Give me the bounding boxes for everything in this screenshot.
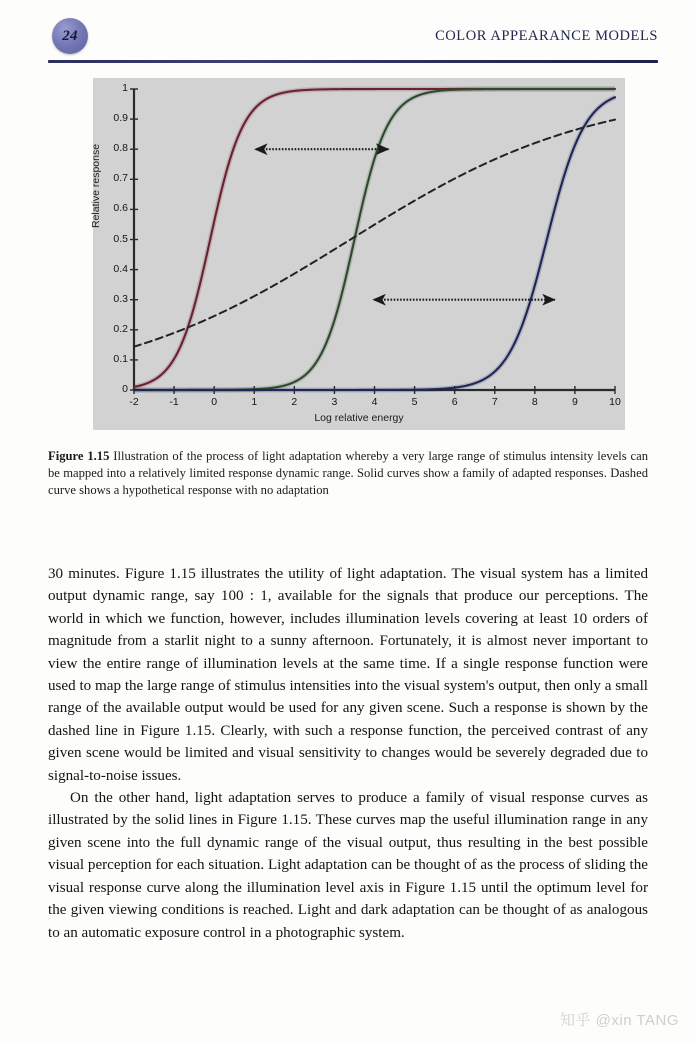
- page-number-label: 24: [62, 27, 78, 44]
- y-tick-label: 0.6: [113, 202, 128, 215]
- x-tick-label: 4: [371, 396, 378, 408]
- x-tick-label: 7: [491, 396, 498, 408]
- body-copy: [48, 563, 648, 944]
- curve-halo-1: [134, 89, 615, 390]
- running-title: COLOR APPEARANCE MODELS: [435, 28, 658, 44]
- x-tick-label: 5: [411, 396, 418, 408]
- response-curves-chart: [93, 78, 625, 430]
- x-tick-label: 8: [531, 396, 538, 408]
- figure-caption-label: Figure 1.15: [48, 449, 110, 463]
- watermark: 知乎 @xin TANG: [559, 1012, 679, 1029]
- x-tick-label: 0: [211, 396, 218, 408]
- x-tick-label: 3: [331, 396, 338, 408]
- page-header: [0, 0, 695, 66]
- y-tick-label: 0.5: [113, 232, 128, 245]
- y-tick-label: 1: [122, 82, 128, 94]
- x-tick-label: -1: [169, 396, 179, 408]
- x-tick-label: 2: [291, 396, 298, 408]
- y-tick-label: 0.8: [113, 142, 128, 155]
- x-tick-label: 10: [609, 396, 621, 408]
- x-tick-label: 9: [571, 396, 578, 408]
- figure-caption-text: Illustration of the process of light adaptation whereby a very large range of stimulus intensity levels can be mapped into a relatively limited response dynamic range. Solid curves show a family of adapted responses. Dashed curve shows a hypothetical response with no adaptation: [48, 449, 648, 498]
- y-tick-label: 0.2: [113, 322, 128, 335]
- x-tick-label: 1: [251, 396, 258, 408]
- paragraph-2: On the other hand, light adaptation serves to produce a family of visual response curves as illustrated by the solid lines in Figure 1.15. These curves map the useful illumination range in any given scene into the full dynamic range of the visual output, thus resulting in the best possible visual perception for each situation. Light adaptation can be thought of as the process of sliding the visual response curve along the illumination level axis in Figure 1.15 until the optimum level for the given viewing conditions is reached. Light and dark adaptation can be thought of as analogous to an automatic exposure control in a photographic system.: [48, 790, 648, 941]
- y-tick-label: 0: [122, 383, 128, 395]
- y-tick-label: 0.9: [113, 112, 128, 125]
- curve-halo-0: [134, 89, 615, 387]
- curve-2: [134, 97, 615, 390]
- y-tick-label: 0.1: [113, 352, 128, 365]
- chart-canvas: [93, 78, 625, 430]
- page-number-badge: [52, 18, 88, 54]
- curve-0: [134, 89, 615, 387]
- header-divider: [48, 60, 658, 63]
- curve-1: [134, 89, 615, 390]
- x-axis-title: Log relative energy: [314, 412, 404, 424]
- x-tick-label: -2: [129, 396, 139, 408]
- y-tick-label: 0.3: [113, 292, 128, 305]
- y-tick-label: 0.7: [113, 172, 128, 185]
- figure-caption: [48, 448, 648, 500]
- x-tick-label: 6: [451, 396, 458, 408]
- y-axis-title: Relative response: [90, 143, 102, 228]
- y-tick-label: 0.4: [113, 262, 128, 275]
- paragraph-1: 30 minutes. Figure 1.15 illustrates the utility of light adaptation. The visual system has a limited output dynamic range, say 100 : 1, available for the signals that produce our perceptions. The world in which we function, however, includes illumination levels covering at least 10 orders of magnitude from a starlit night to a sunny afternoon. Fortunately, it is almost never important to view the entire range of illumination levels at the same time. If a single response function were used to map the large range of stimulus intensities into the visual system's output, then only a small range of the available output would be used for any given scene. Such a response is shown by the dashed line in Figure 1.15. Clearly, with such a response function, the perceived contrast of any given scene would be limited and visual sensitivity to changes would be severely degraded due to signal-to-noise issues.: [48, 566, 648, 784]
- curve-halo-2: [134, 97, 615, 390]
- figure-1-15: [90, 78, 625, 430]
